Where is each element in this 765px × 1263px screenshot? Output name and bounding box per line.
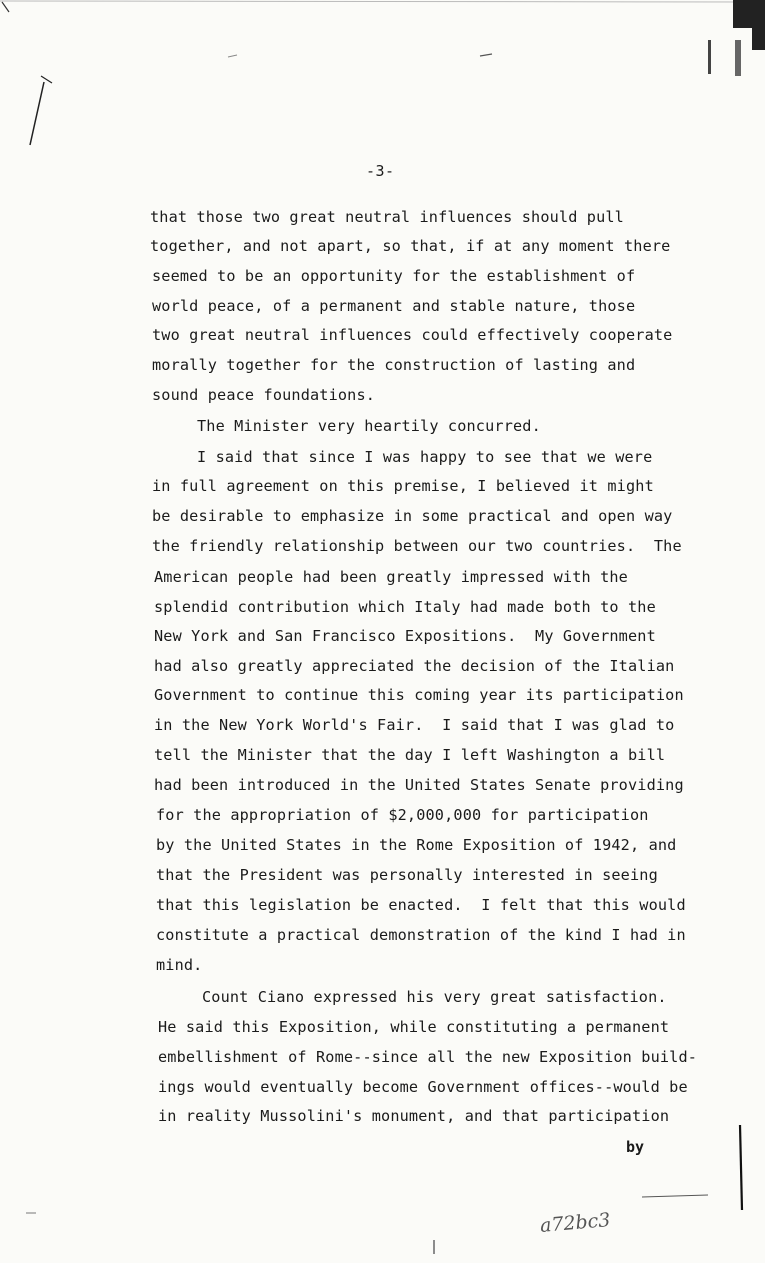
- text-line: embellishment of Rome--since all the new Exposition build-: [158, 1048, 698, 1066]
- text-line: tell the Minister that the day I left Washington a bill: [154, 746, 666, 764]
- text-line: morally together for the construction of lasting and: [152, 356, 636, 374]
- handwritten-archive-mark: a72bc3: [539, 1208, 612, 1238]
- text-line: ings would eventually become Government offices--would be: [158, 1078, 688, 1096]
- text-line: in the New York World's Fair. I said that I was glad to: [154, 716, 675, 734]
- text-line: two great neutral influences could effectively cooperate: [152, 326, 673, 344]
- text-line: mind.: [156, 956, 203, 974]
- text-line: He said this Exposition, while constituting a permanent: [158, 1018, 670, 1036]
- text-line: American people had been greatly impressed with the: [154, 568, 628, 586]
- text-line: New York and San Francisco Expositions. My Government: [154, 627, 656, 645]
- text-line: The Minister very heartily concurred.: [197, 417, 541, 435]
- text-line: for the appropriation of $2,000,000 for participation: [156, 806, 649, 824]
- text-line: splendid contribution which Italy had made both to the: [154, 598, 656, 616]
- text-line: together, and not apart, so that, if at any moment there: [150, 237, 671, 255]
- text-line: sound peace foundations.: [152, 386, 376, 404]
- text-line: that those two great neutral influences should pull: [150, 208, 624, 226]
- text-line: had been introduced in the United States Senate providing: [154, 776, 684, 794]
- continuation-word: by: [626, 1138, 645, 1156]
- text-line: constitute a practical demonstration of the kind I had in: [156, 926, 686, 944]
- text-line: that this legislation be enacted. I felt that this would: [156, 896, 686, 914]
- text-line: that the President was personally interested in seeing: [156, 866, 658, 884]
- text-line: world peace, of a permanent and stable nature, those: [152, 297, 636, 315]
- text-line: Government to continue this coming year its participation: [154, 686, 684, 704]
- page-number: -3-: [366, 162, 395, 180]
- text-line: Count Ciano expressed his very great satisfaction.: [202, 988, 667, 1006]
- text-line: by the United States in the Rome Exposition of 1942, and: [156, 836, 677, 854]
- text-line: seemed to be an opportunity for the establishment of: [152, 267, 636, 285]
- text-line: had also greatly appreciated the decision of the Italian: [154, 657, 675, 675]
- text-line: in full agreement on this premise, I believed it might: [152, 477, 654, 495]
- text-line: the friendly relationship between our two countries. The: [152, 537, 682, 555]
- text-line: I said that since I was happy to see that we were: [197, 448, 653, 466]
- text-line: in reality Mussolini's monument, and that participation: [158, 1107, 670, 1125]
- text-line: be desirable to emphasize in some practical and open way: [152, 507, 673, 525]
